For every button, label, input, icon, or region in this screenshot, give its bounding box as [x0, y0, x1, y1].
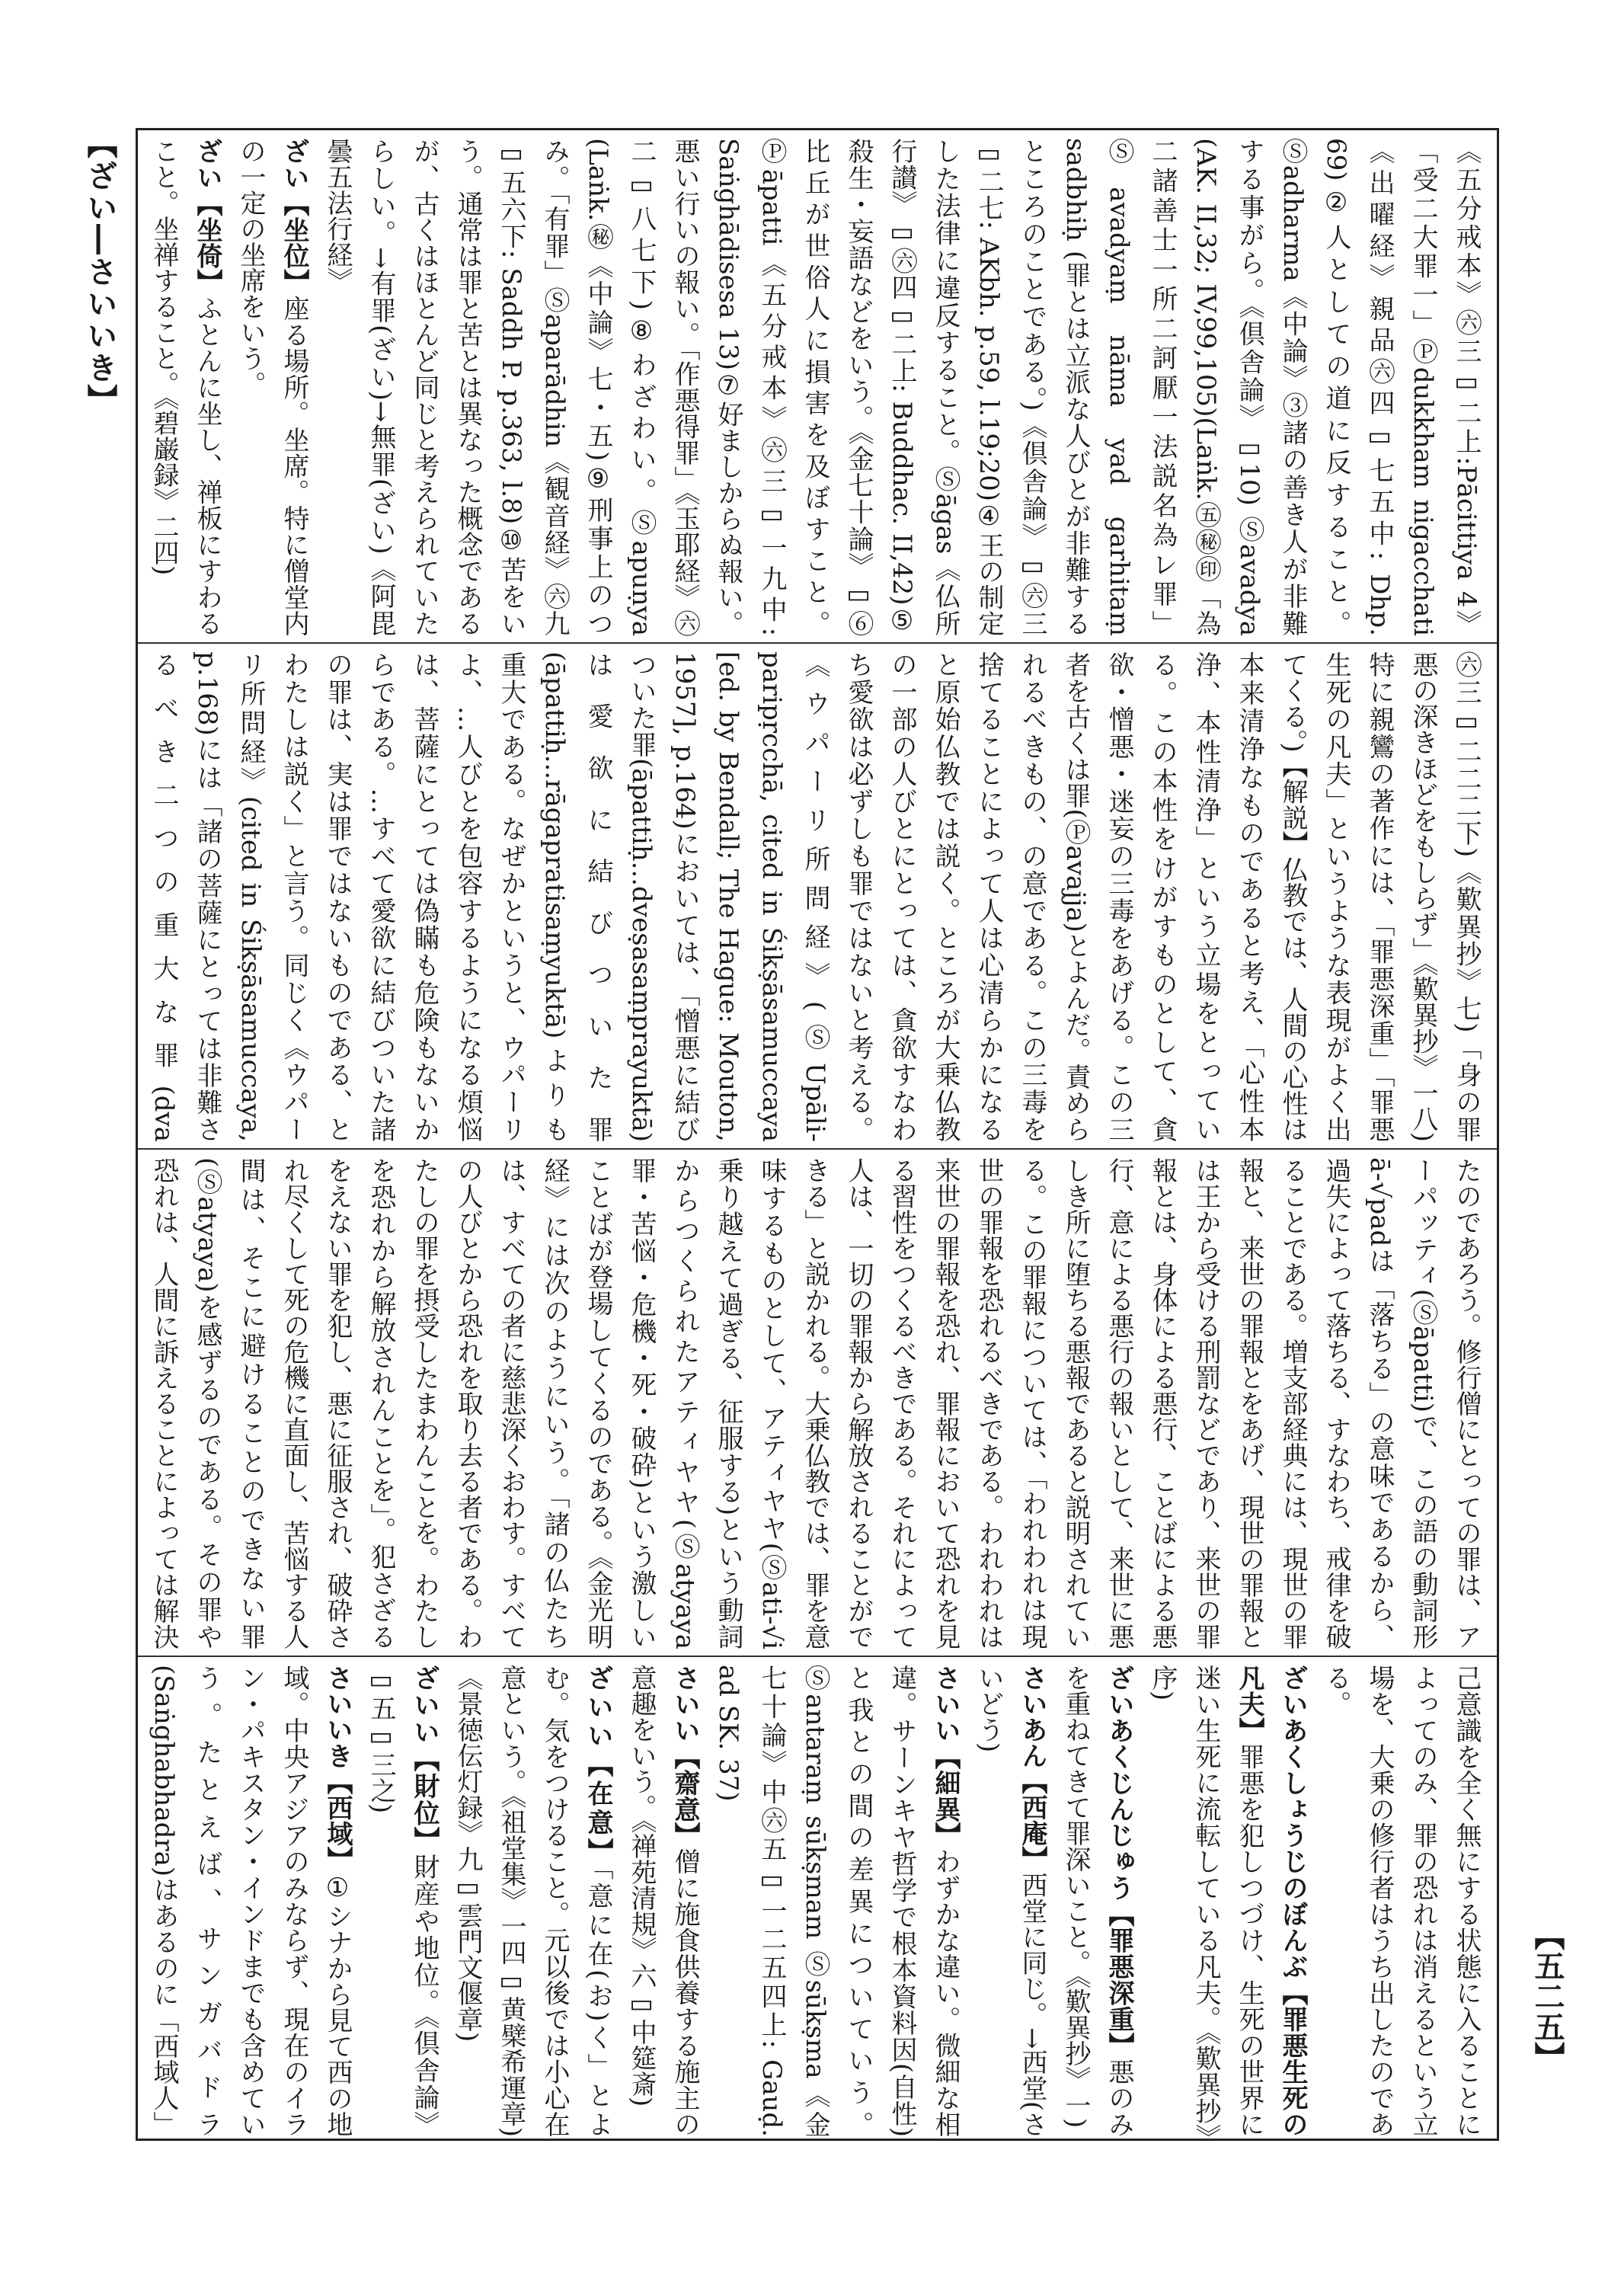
dictionary-entry — [706, 1665, 967, 2137]
tier-divider-1 — [138, 642, 1497, 644]
entry-text: 罪悪を犯しつづけ、生死の世界に迷い生死に流転している凡夫。《歎異抄》序) — [1147, 1665, 1264, 2137]
entry-headword: さいい【齋意】 — [670, 1665, 700, 1849]
tier-divider-3 — [138, 1656, 1497, 1657]
entry-headword: さいいき【西域】 — [322, 1665, 353, 1873]
dictionary-entry — [1314, 1665, 1488, 2137]
tier-4 — [149, 1665, 1488, 2137]
dictionary-entry — [1053, 1665, 1140, 2137]
tier-1 — [149, 138, 1488, 636]
dictionary-entry — [229, 138, 315, 636]
entry-text: 悪のみを重ねてきて罪深いこと。《歎異抄》一) — [1060, 1665, 1134, 2137]
entry-text: ふとんに坐し、禅板にすわること。坐禅すること。《碧巌録》二四) — [149, 138, 222, 636]
dictionary-entry — [967, 1665, 1053, 2137]
entry-text: 「意に在(お)く」とよむ。気をつけること。元以後では小心在意という。《祖堂集》一四▭黄檗希運章)《景徳伝灯録》九▭雲門文偃章) — [452, 1665, 613, 2137]
entry-text: わずかな違い。微細な相違。サーンキヤ哲学で根本資料因(自性)と我との間の差異についていう。Ⓢantaraṃ sūkṣmam Ⓢsūkṣma《金七十論》中㊅五▭一二五四上: Gauḍ. ad SK. 37) — [713, 1665, 961, 2137]
entry-headword: さいあん【西庵】 — [1017, 1665, 1047, 1873]
dictionary-entry — [149, 138, 229, 636]
entry-headword: さいい【細異】 — [930, 1665, 961, 1849]
entry-headword: ざい【坐倚】 — [192, 138, 222, 296]
entry-text: 《五分戒本》㊅三▭二上:Pācittiya 4》「受二大罪一」Ⓟdukkham nigacchati《出曜経》親品㊅四▭七五中: Dhp. 69)②人としての道に反すること。Ⓢadharma《中論》③諸の善き人が非難する事がら。《倶舎論》▭10) Ⓢavadya (AK. II,32; IV,99,105)(Laṅk.㊄㊙㊞「為二諸善士一所二訶厭一法説名為レ罪」Ⓢavadyaṃ nāma yad garhitaṃ sadbhiḥ (罪とは立派な人びとが非難するところのことである。)《倶舎論》▭㊅三▭二七: AKbh. p.59, l.19;20)④王の制定した法律に違反すること。Ⓢāgas《仏所行讃》▭㊅四▭二上: Buddhac. II,42)⑤殺生・妄語などをいう。《金七十論》▭⑥比丘が世俗人に損害を及ぼすこと。Ⓟāpatti《五分戒本》㊅三▭一九中: Saṅghādisesa 13)⑦好ましからぬ報い。悪い行いの報い。「作悪得罪」《玉耶経》㊅二▭八七下)⑧わざわい。Ⓢapuṇya (Laṅk.㊙《中論》七・五)⑨刑事上のつみ。「有罪」Ⓢaparādhin《観音経》㊅九▭五六下: Saddh P. p.363, l.8)⑩苦をいう。通常は罪と苦とは異なった概念であるが、古くはほとんど同じと考えられていたらしい。→有罪(ざい)→無罪(ざい)《阿毘曇五法行経》 — [322, 138, 1482, 636]
entry-headword: ざいあくしょうじのぼんぶ【罪悪生死の凡夫】 — [1234, 1665, 1308, 2137]
entry-text: 僧に施食供養する施主の意趣をいう。《禅苑清規》六▭中筵斎) — [626, 1665, 700, 2137]
tier-3 — [149, 1157, 1488, 1649]
dictionary-entry — [446, 1665, 619, 2137]
running-head: 【ざい―さいいき】 — [82, 128, 117, 416]
entry-text: 己意識を全く無にする状態に入ることによってのみ、罪の恐れは消えるという立場を、大乗の修行者はうち出したのである。 — [1321, 1665, 1482, 2137]
entry-headword: ざいい【在意】 — [583, 1665, 613, 1867]
entry-text: ㊅三▭二二二下)《歎異抄》七)「身の罪悪の深きほどをもしらず」《歎異抄》一八)特に親鸞の著作には、「罪悪深重」「罪悪生死の凡夫」というような表現がよく出てくる。)【解説】仏教では、人間の心性は本来清浄なものであると考え、「心性本浄、本性清浄」という立場をとっている。この本性をけがすものとして、貪欲・憎悪・迷妄の三毒をあげる。この三者を古くは罪(Ⓟavajja)とよんだ。責められるべきもの、の意である。この三毒を捨てることによって人は心清らかになると原始仏教では説く。ところが大乗仏教の一部の人びとにとっては、貪欲すなわち愛欲は必ずしも罪ではないと考える。《ウパーリ所問経》(ⓈUpāli-paripṛcchā, cited in Śikṣāsamuccaya [ed. by Bendall; The Hague: Mouton, 1957], p.164)においては、「憎悪に結びついた罪(āpattiḥ...dveṣasaṃprayuktā)は愛欲に結びついた罪(āpattiḥ...rāgapratisaṃyuktā)よりも重大である。なぜかというと、ウパーリよ、…人びとを包容するようになる煩悩は、菩薩にとっては偽瞞も危険もないからである。…すべて愛欲に結びついた諸の罪は、実は罪ではないものである、とわたしは説く」と言う。同じく《ウパーリ所問経》(cited in Śikṣāsamuccaya, p.168)には「諸の菩薩にとっては非難さるべき二つの重大な罪(dva — [149, 651, 1482, 1142]
entry-headword: ざいあくじんじゅう【罪悪深重】 — [1104, 1665, 1134, 2059]
entry-text: 座る場所。坐席。特に僧堂内の一定の坐席をいう。 — [235, 138, 309, 636]
entry-text: たのであろう。修行僧にとっての罪は、アーパッティ(Ⓢāpatti)で、この語の動詞形ā-√padは「落ちる」の意味であるから、過失によって落ちる、すなわち、戒律を破ることである。増支部経典には、現世の罪報と、来世の罪報とをあげ、現世の罪報とは王から受ける刑罰などであり、来世の罪報とは、身体による悪行、ことばによる悪行、意による悪行の報いとして、来世に悪しき所に堕ちる悪報であると説明されている。この罪報については、「われわれは現世の罪報を恐れるべきである。われわれは来世の罪報を恐れ、罪報において恐れを見る習性をつくるべきである。それによって人は、一切の罪報から解放されることができる」と説かれる。大乗仏教では、罪を意味するものとして、アティヤヤ(Ⓢati-√i 乗り越えて過ぎる、征服する)という動詞からつくられたアティヤヤ(Ⓢatyaya 罪・苦悩・危機・死・破砕)という激しいことばが登場してくるのである。《金光明経》には次のようにいう。「諸の仏たちは、すべての者に慈悲深くおわす。すべての人びとから恐れを取り去る者である。わたしの罪を摂受したまわんことを。わたしを恐れから解放されんことを」。犯さざるをえない罪を犯し、悪に征服され、破砕され尽くして死の危機に直面し、苦悩する人間は、そこに避けることのできない罪(Ⓢatyaya)を感ずるのである。その罪や恐れは、人間に訴えることによっては解決 — [149, 1157, 1482, 1649]
entry-text: ①シナから見て西の地域。中央アジアのみならず、現在のイラン・パキスタン・インドまでも含めていう。たとえば、サンガバドラ(Saṅghabhadra)はあるのに「西域人」 — [149, 1665, 353, 2137]
entry-headword: ざい【坐位】 — [279, 138, 309, 296]
dictionary-entry — [1140, 1665, 1314, 2137]
entry-text: 財産や地位。《倶舎論》▭五▭三之) — [366, 1665, 440, 2137]
dictionary-entry — [315, 138, 1488, 636]
page-number: 【五二五】 — [1530, 1920, 1565, 2072]
tier-2 — [149, 651, 1488, 1142]
entry-text: 西堂に同じ。→西堂(さいどう) — [973, 1665, 1047, 2137]
page-frame — [136, 128, 1499, 2141]
dictionary-entry — [149, 1157, 1488, 1649]
dictionary-entry — [149, 651, 1488, 1142]
dictionary-entry — [359, 1665, 446, 2137]
tier-divider-2 — [138, 1148, 1497, 1150]
dictionary-entry — [619, 1665, 706, 2137]
dictionary-entry — [149, 1665, 359, 2137]
entry-headword: ざいい【財位】 — [409, 1665, 440, 1854]
